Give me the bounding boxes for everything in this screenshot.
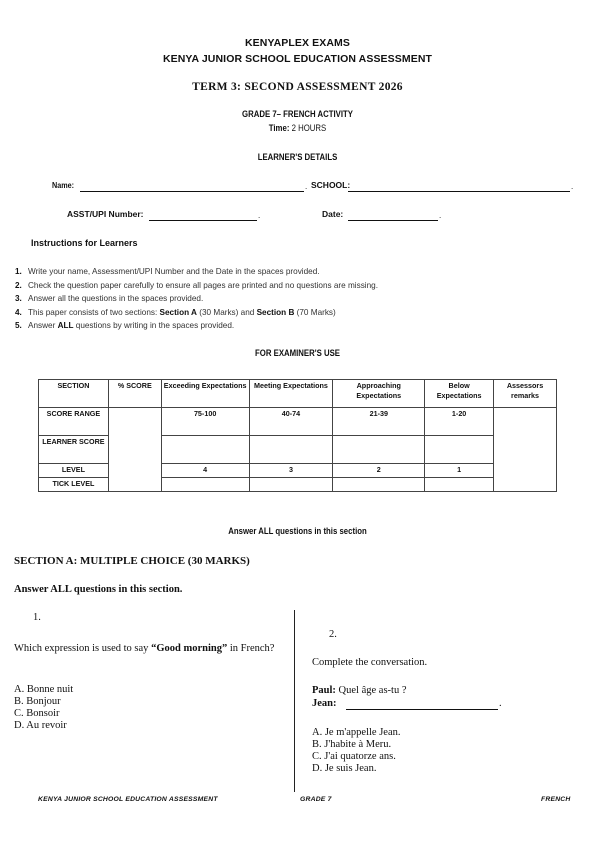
- footer-center: GRADE 7: [300, 796, 332, 803]
- date-label: Date:: [322, 209, 344, 219]
- footer-right: FRENCH: [541, 796, 571, 803]
- assessment-title: KENYA JUNIOR SCHOOL EDUCATION ASSESSMENT: [162, 53, 433, 65]
- percent-score-cell[interactable]: [108, 408, 161, 492]
- column-divider: [294, 610, 295, 792]
- q1-option-d[interactable]: D. Au revoir: [14, 720, 67, 731]
- examiner-title: FOR EXAMINER'S USE: [255, 348, 340, 359]
- table-row: TICK LEVEL: [39, 478, 557, 492]
- time-line: [54, 123, 542, 134]
- instruction-item: 4. This paper consists of two sections: Section A (30 Marks) and Section B (70 Marks): [15, 307, 336, 317]
- q2-option-d[interactable]: D. Je suis Jean.: [312, 763, 377, 774]
- q1-options: [14, 684, 73, 732]
- examiner-table: [38, 379, 557, 492]
- section-a-instruction: Answer ALL questions in this section.: [14, 584, 183, 595]
- instruction-item: 2. Check the question paper carefully to ensure all pages are printed and no questions are missing.: [15, 280, 378, 290]
- col-header: % SCORE: [108, 380, 161, 408]
- q1-stem: Which expression is used to say “Good morning” in French?: [14, 643, 275, 654]
- name-field[interactable]: [80, 182, 304, 192]
- q1-option-a[interactable]: A. Bonne nuit: [14, 684, 74, 695]
- instructions-list: [15, 265, 378, 333]
- col-header: SECTION: [39, 380, 109, 408]
- section-a-title: SECTION A: MULTIPLE CHOICE (30 MARKS): [14, 555, 250, 567]
- q2-answer-blank[interactable]: [346, 698, 498, 710]
- instructions-title: Instructions for Learners: [31, 238, 138, 248]
- term-title: TERM 3: SECOND ASSESSMENT 2026: [192, 81, 403, 93]
- name-label: Name:: [52, 180, 75, 190]
- instruction-item: 5. Answer ALL questions by writing in the spaces provided.: [15, 321, 235, 330]
- q2-option-a[interactable]: A. Je m'appelle Jean.: [312, 727, 401, 738]
- asst-upi-field[interactable]: [149, 211, 257, 221]
- learner-details-title: LEARNER'S DETAILS: [257, 152, 338, 163]
- col-header: Below Expectations: [425, 380, 494, 408]
- table-row: SCORE RANGE 75-100 40-74 21-39 1-20: [39, 408, 557, 436]
- col-header: Assessors remarks: [494, 380, 557, 408]
- col-header: Approaching Expectations: [333, 380, 425, 408]
- q2-number: 2.: [329, 629, 337, 640]
- name-row: [52, 180, 78, 190]
- time-value: 2 HOURS: [291, 123, 327, 134]
- date-field[interactable]: [348, 211, 438, 221]
- answer-all-center: Answer ALL questions in this section: [228, 526, 367, 537]
- q2-line-jean: Jean:: [312, 698, 337, 709]
- q2-options: [312, 727, 401, 775]
- q2-option-c[interactable]: C. J'ai quatorze ans.: [312, 751, 396, 762]
- q1-number: 1.: [33, 612, 41, 623]
- assessors-remarks-cell[interactable]: [494, 408, 557, 492]
- q1-option-c[interactable]: C. Bonsoir: [14, 708, 60, 719]
- school-field[interactable]: [348, 182, 570, 192]
- school-label: SCHOOL:: [311, 180, 351, 190]
- instruction-item: 1. Write your name, Assessment/UPI Number and the Date in the spaces provided.: [15, 267, 320, 276]
- q2-stem: Complete the conversation.: [312, 657, 428, 668]
- footer-left: KENYA JUNIOR SCHOOL EDUCATION ASSESSMENT: [38, 796, 218, 803]
- grade-title: GRADE 7– FRENCH ACTIVITY: [242, 109, 353, 120]
- org-title: KENYAPLEX EXAMS: [245, 37, 350, 49]
- col-header: Exceeding Expectations: [161, 380, 249, 408]
- table-row: LEARNER SCORE: [39, 436, 557, 464]
- q2-line-paul: Paul: Quel âge as-tu ?: [312, 685, 407, 696]
- instruction-item: 3. Answer all the questions in the spaces provided.: [15, 294, 204, 303]
- time-label: Time:: [268, 123, 290, 134]
- table-row: LEVEL 4 3 2 1: [39, 464, 557, 478]
- asst-label: ASST/UPI Number:: [67, 209, 144, 219]
- q1-option-b[interactable]: B. Bonjour: [14, 696, 61, 707]
- q2-option-b[interactable]: B. J'habite à Meru.: [312, 739, 392, 750]
- col-header: Meeting Expectations: [249, 380, 333, 408]
